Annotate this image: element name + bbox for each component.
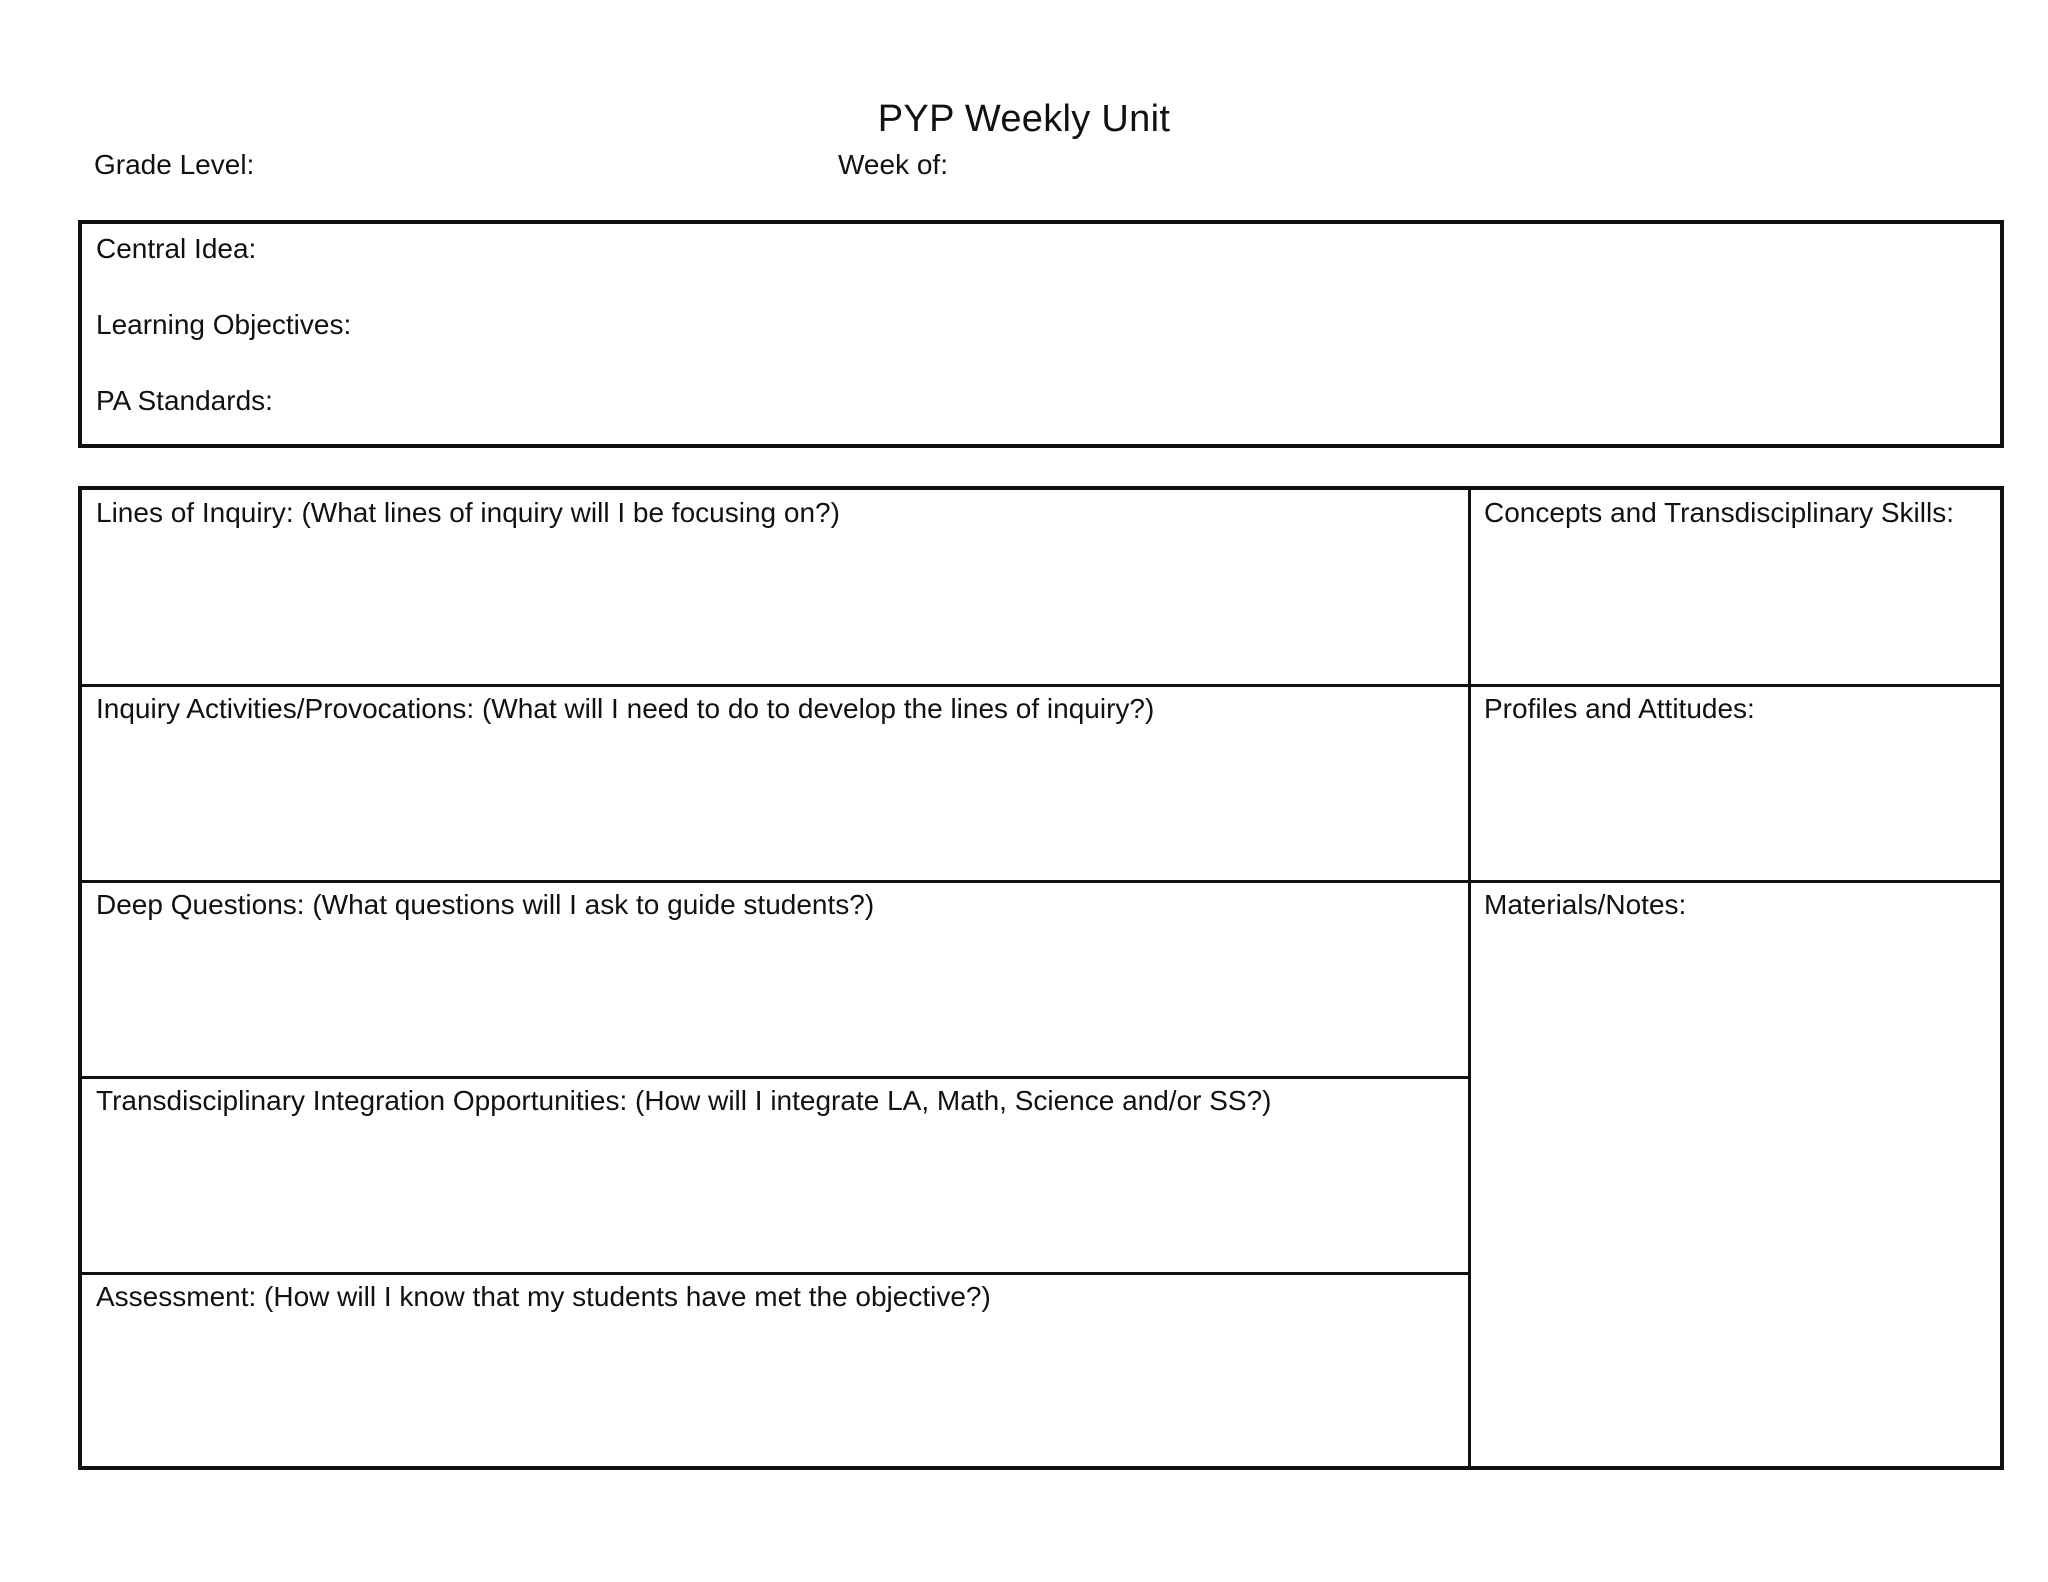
- pa-standards-label: PA Standards:: [96, 385, 273, 416]
- grade-level-label: Grade Level:: [94, 149, 255, 180]
- row-divider: [82, 1272, 1468, 1275]
- concepts-skills-label: Concepts and Transdisciplinary Skills:: [1484, 497, 1954, 528]
- row-divider: [82, 880, 1468, 883]
- profiles-attitudes-label: Profiles and Attitudes:: [1484, 693, 1755, 724]
- row-divider: [1468, 684, 2004, 687]
- transdisciplinary-integration-label: Transdisciplinary Integration Opportunities: (How will I integrate LA, Math, Science and/or SS?): [96, 1085, 1272, 1116]
- row-divider: [1468, 880, 2004, 883]
- materials-notes-label: Materials/Notes:: [1484, 889, 1687, 920]
- planner-grid: [78, 486, 2004, 1470]
- central-idea-label: Central Idea:: [96, 233, 257, 264]
- deep-questions-label: Deep Questions: (What questions will I ask to guide students?): [96, 889, 875, 920]
- column-divider: [1468, 490, 1471, 1470]
- week-of-label: Week of:: [838, 149, 948, 180]
- page-title: PYP Weekly Unit: [877, 98, 1171, 140]
- lines-of-inquiry-label: Lines of Inquiry: (What lines of inquiry will I be focusing on?): [96, 497, 840, 528]
- inquiry-activities-label: Inquiry Activities/Provocations: (What will I need to do to develop the lines of inquiry?): [96, 693, 1155, 724]
- row-divider: [82, 684, 1468, 687]
- assessment-label: Assessment: (How will I know that my students have met the objective?): [96, 1281, 991, 1312]
- row-divider: [82, 1076, 1468, 1079]
- overview-box: [78, 220, 2004, 448]
- learning-objectives-label: Learning Objectives:: [96, 309, 352, 340]
